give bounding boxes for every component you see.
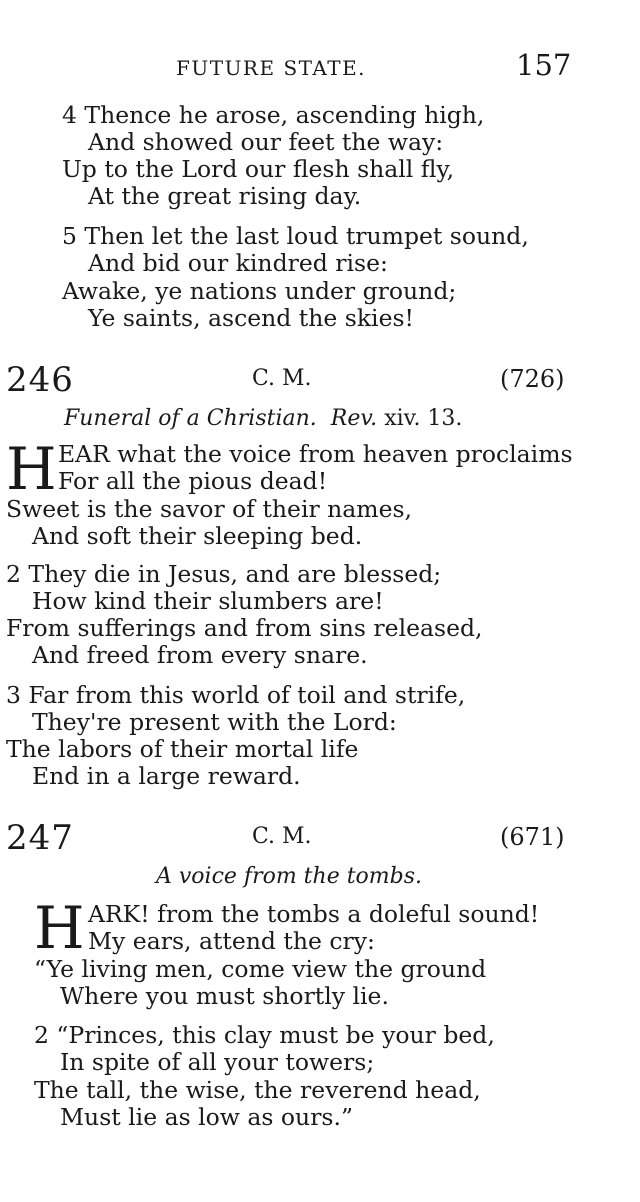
drop-cap: H <box>34 894 85 962</box>
stanza-line: For all the pious dead! <box>58 467 328 495</box>
hymn-number: 246 <box>6 360 74 400</box>
subtitle-ref-book: Rev. <box>330 406 378 431</box>
page-number: 157 <box>516 48 572 82</box>
stanza-line: From sufferings and from sins released, <box>6 614 483 642</box>
stanza-line: Up to the Lord our flesh shall fly, <box>62 155 455 183</box>
stanza-line: Sweet is the savor of their names, <box>6 495 413 523</box>
stanza-line: “Ye living men, come view the ground <box>34 955 487 983</box>
hymn-subtitle <box>64 406 462 431</box>
subtitle-ref-num: xiv. 13. <box>384 406 463 431</box>
subtitle-title: Funeral of a Christian. <box>64 406 317 431</box>
stanza-line: Where you must shortly lie. <box>60 982 389 1010</box>
stanza-line: They're present with the Lord: <box>32 708 397 736</box>
stanza-line: My ears, attend the cry: <box>88 927 375 955</box>
hymn-meter: C. M. <box>252 824 312 849</box>
stanza-line: 3 Far from this world of toil and strife, <box>6 681 466 709</box>
stanza-line: And bid our kindred rise: <box>88 249 388 277</box>
stanza-line: 2 “Princes, this clay must be your bed, <box>34 1021 495 1049</box>
stanza-line: Must lie as low as ours.” <box>60 1103 353 1131</box>
stanza-line: The tall, the wise, the reverend head, <box>34 1076 481 1104</box>
stanza-line: Ye saints, ascend the skies! <box>88 304 414 332</box>
stanza-line: And showed our feet the way: <box>88 128 444 156</box>
stanza-line: How kind their slumbers are! <box>32 587 384 615</box>
stanza-line: At the great rising day. <box>88 182 362 210</box>
hymn-subtitle <box>156 864 422 889</box>
stanza-line: The labors of their mortal life <box>6 735 359 763</box>
stanza-line: End in a large reward. <box>32 762 301 790</box>
stanza-line: EAR what the voice from heaven proclaims <box>58 440 573 468</box>
stanza-line: In spite of all your towers; <box>60 1048 375 1076</box>
stanza-line: 4 Thence he arose, ascending high, <box>62 101 485 129</box>
drop-cap: H <box>6 435 57 503</box>
tune-number: (671) <box>500 823 565 851</box>
stanza-line: 2 They die in Jesus, and are blessed; <box>6 560 442 588</box>
tune-number: (726) <box>500 365 565 393</box>
hymn-number: 247 <box>6 818 74 858</box>
stanza-line: And freed from every snare. <box>32 641 368 669</box>
stanza-line: ARK! from the tombs a doleful sound! <box>88 900 540 928</box>
stanza-line: And soft their sleeping bed. <box>32 522 363 550</box>
hymn-meter: C. M. <box>252 366 312 391</box>
subtitle-title: A voice from the tombs. <box>156 864 423 889</box>
stanza-line: 5 Then let the last loud trumpet sound, <box>62 222 529 250</box>
running-header: FUTURE STATE. <box>176 56 367 80</box>
stanza-line: Awake, ye nations under ground; <box>62 277 457 305</box>
